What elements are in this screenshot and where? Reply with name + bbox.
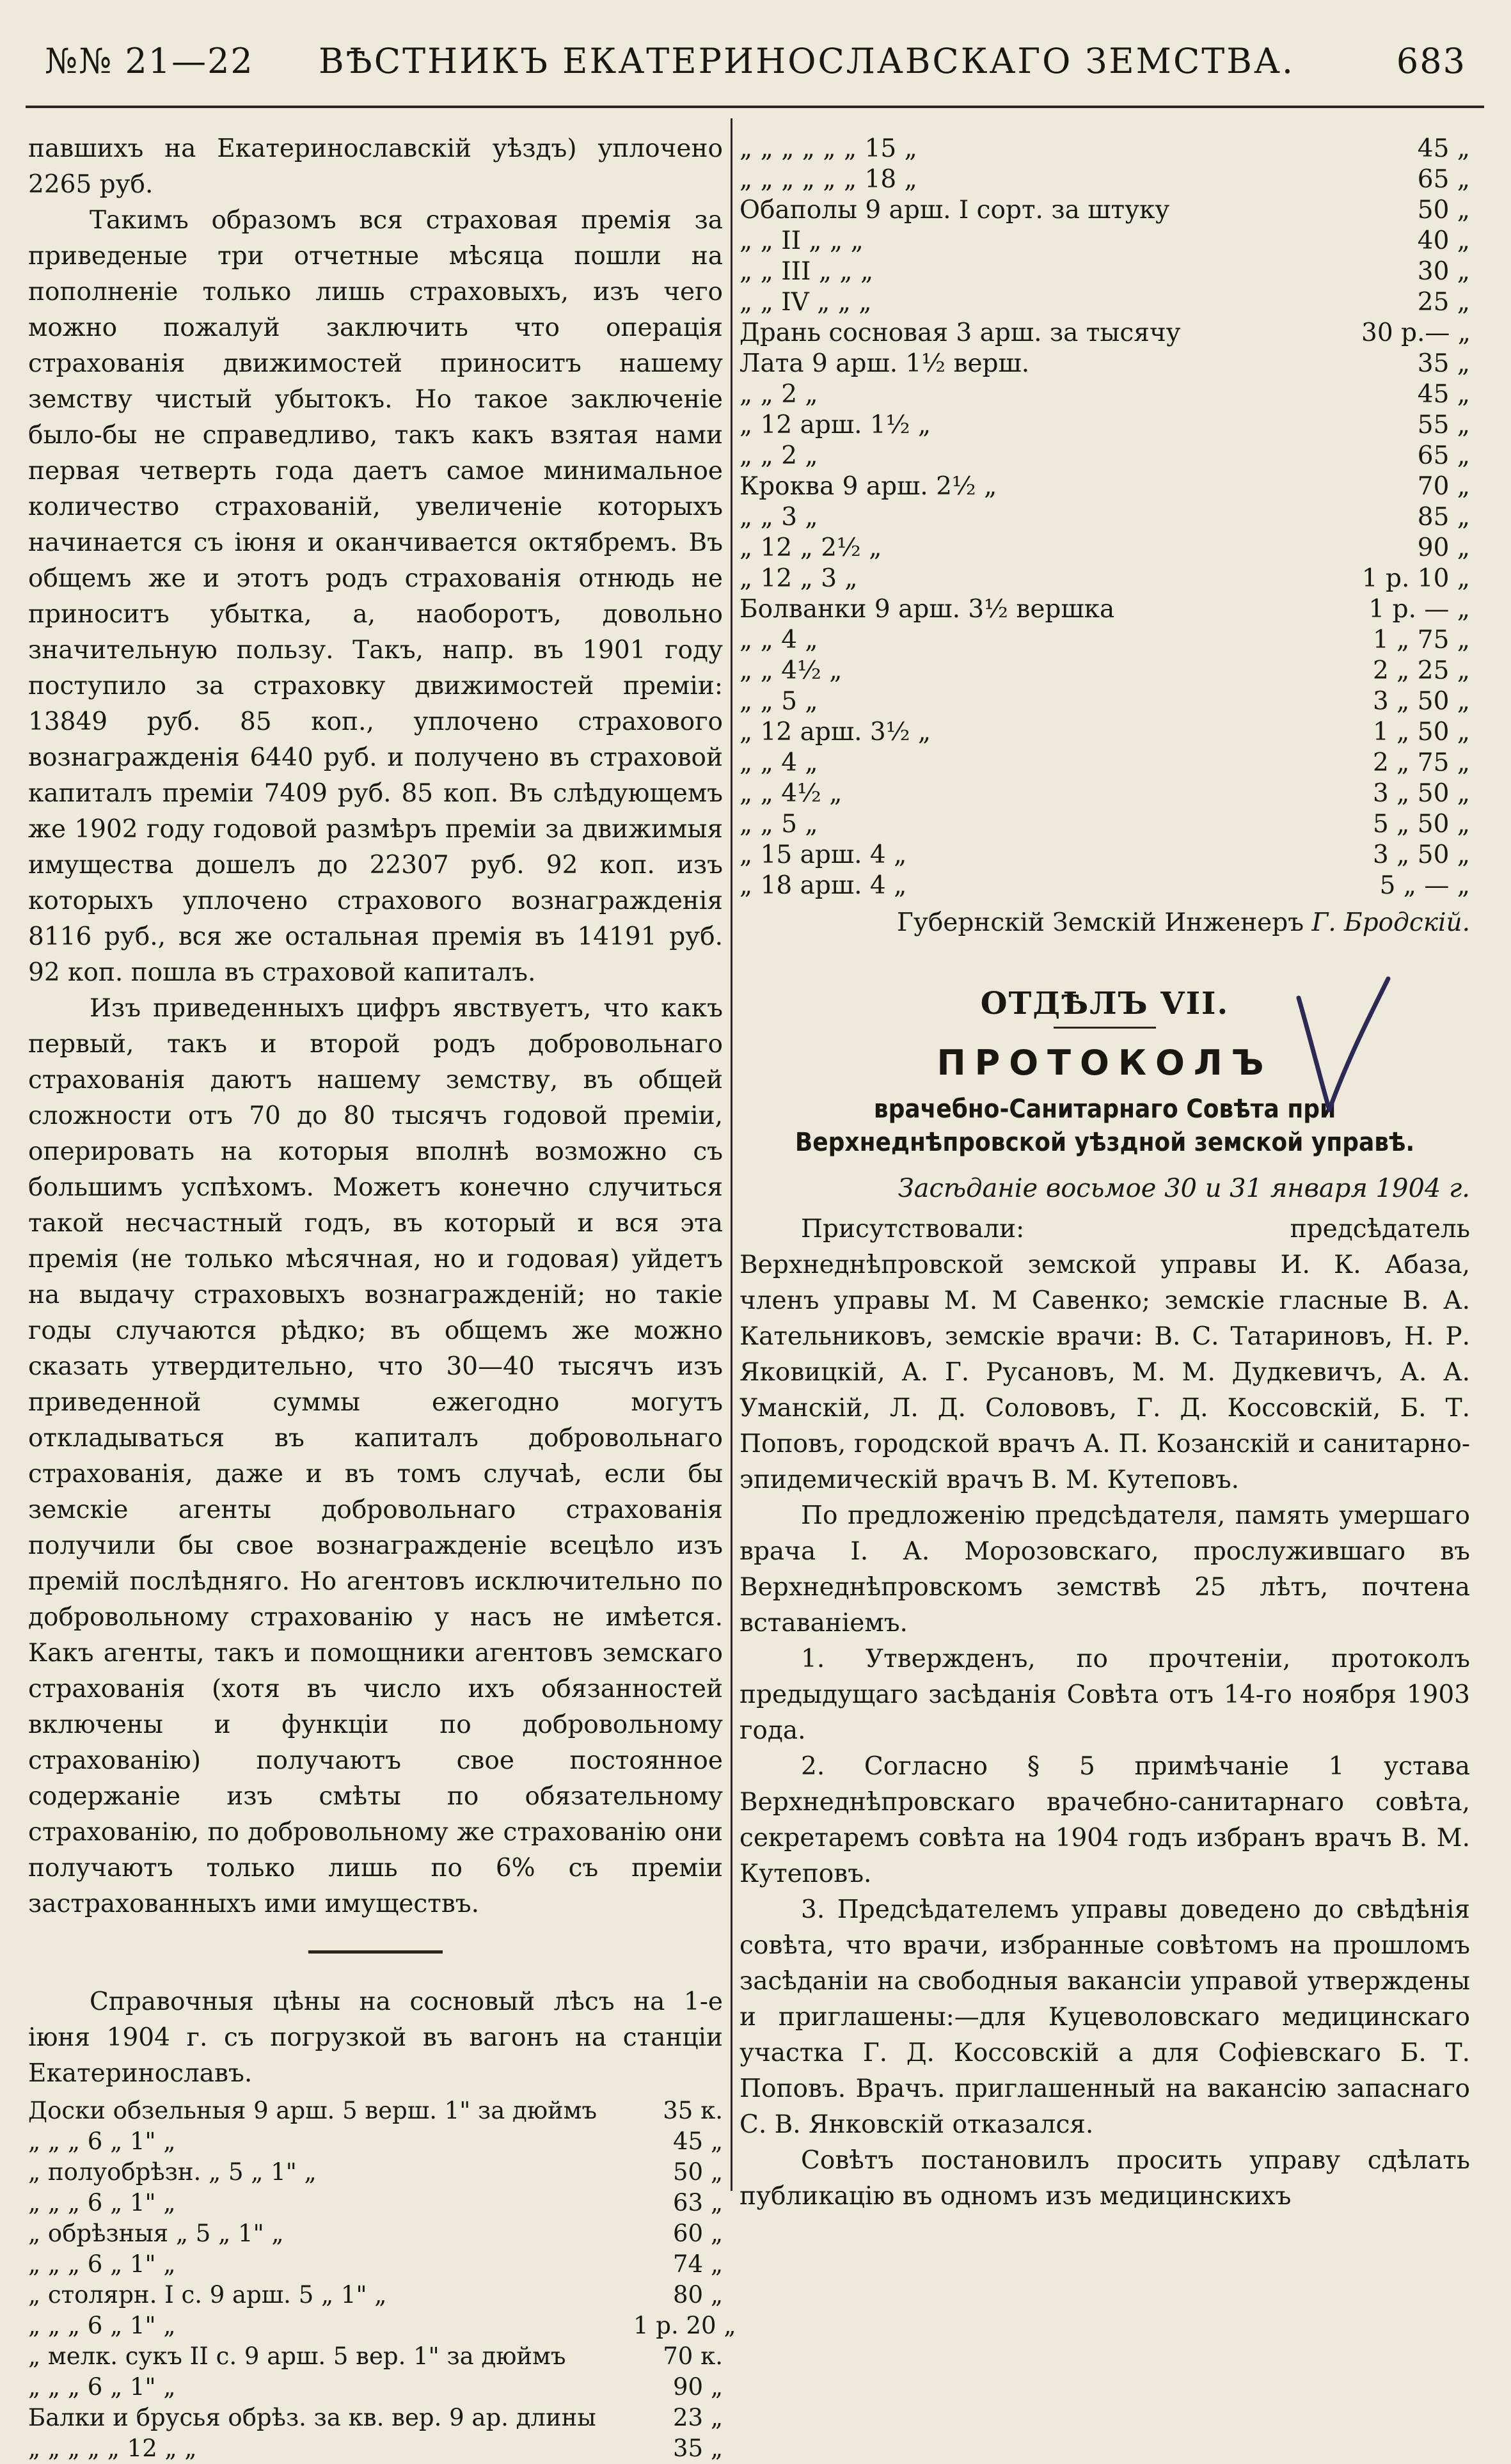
paragraph: По предложенію предсѣдателя, память умершаго врача I. А. Морозовскаго, прослужившаго въ Верхнеднѣпровскомъ земствѣ 25 лѣтъ, почтена вставаніемъ.: [740, 1501, 1470, 1638]
price-value: 65 „: [1417, 165, 1470, 194]
price-row: [740, 502, 1470, 533]
protocol-subtitle: врачебно-Санитарнаго Совѣта при Верхнеднѣпровской уѣздной земской управѣ.: [795, 1094, 1415, 1157]
price-row: [740, 441, 1470, 471]
price-value: 35 „: [1417, 349, 1470, 378]
price-row: [740, 257, 1470, 287]
price-item: „ полуобрѣзн. „ 5 „ 1" „: [28, 2158, 317, 2186]
price-item: „ „ „ „ „ „ 18 „: [740, 165, 917, 194]
price-row: [28, 2310, 736, 2341]
price-value: 45 „: [1417, 134, 1470, 163]
price-row: [740, 164, 1470, 195]
price-item: „ „ „ 6 „ 1" „: [28, 2373, 176, 2401]
price-row: [28, 2433, 723, 2464]
price-row: [740, 471, 1470, 502]
price-value: 50 „: [1417, 196, 1470, 225]
price-value: 23 „: [672, 2404, 723, 2431]
price-item: „ „ „ „ „ „ 15 „: [740, 134, 917, 163]
price-row: [28, 2249, 723, 2280]
price-value: 65 „: [1417, 441, 1470, 470]
price-row: [740, 410, 1470, 441]
price-row: [740, 656, 1470, 686]
price-value: 35 „: [672, 2435, 723, 2462]
paragraph: 1. Утвержденъ, по прочтеніи, протоколъ предыдущаго засѣданія Совѣта отъ 14-го ноября 1903 года.: [740, 1645, 1470, 1745]
section-divider: [308, 1950, 443, 1954]
header-rule: [26, 106, 1484, 108]
price-row: [740, 809, 1470, 840]
price-value: 60 „: [672, 2220, 723, 2247]
price-item: „ 12 „ 2½ „: [740, 533, 882, 562]
price-item: „ 15 арш. 4 „: [740, 841, 907, 869]
price-row: [28, 2157, 723, 2188]
price-value: 70 „: [1417, 472, 1470, 501]
price-row: [740, 840, 1470, 871]
section-title: ОТДѢЛЪ VII.: [980, 986, 1230, 1022]
handwritten-check-mark: [1292, 972, 1395, 1119]
price-item: Обаполы 9 арш. I сорт. за штуку: [740, 196, 1170, 225]
left-price-list: [28, 2096, 736, 2464]
price-item: Болванки 9 арш. 3½ вершка: [740, 595, 1115, 624]
price-item: „ „ IV „ „ „: [740, 288, 872, 317]
price-value: 30 р.— „: [1361, 319, 1471, 347]
price-value: 90 „: [672, 2373, 723, 2401]
paragraph: Присутствовали: предсѣдатель Верхнеднѣпровской земской управы И. К. Абаза, членъ управы М. М Савенко; земскіе гласные В. А. Кательниковъ, земскіе врачи: В. С. Татариновъ, Н. Р. Яковицкій, А. Г. Русановъ, М. М. Дудкевичъ, А. А. Уманскій, Л. Д. Солововъ, Г. Д. Коссовскій, Б. Т. Поповъ, городской врачъ А. П. Козанскій и санитарно-эпидемическій врачъ В. М. Кутеповъ.: [740, 1215, 1470, 1494]
price-row: [740, 134, 1470, 164]
price-row: [28, 2218, 723, 2249]
price-row: [740, 287, 1470, 318]
price-item: „ 12 „ 3 „: [740, 564, 858, 593]
price-item: „ „ „ 6 „ 1" „: [28, 2189, 176, 2216]
price-item: „ „ 3 „: [740, 503, 818, 532]
price-item: „ „ II „ „ „: [740, 226, 864, 255]
price-item: „ 12 арш. 3½ „: [740, 718, 931, 746]
price-value: 30 „: [1417, 257, 1470, 286]
price-value: 45 „: [672, 2128, 723, 2155]
session-date: Засѣданіе восьмое 30 и 31 января 1904 г.: [898, 1174, 1470, 1203]
price-row: [28, 2280, 723, 2310]
price-value: 55 „: [1417, 411, 1470, 439]
signature-name: Г. Бродскій.: [1311, 908, 1470, 937]
price-item: „ 18 арш. 4 „: [740, 871, 907, 900]
price-item: Балки и брусья обрѣз. за кв. вер. 9 ар. длины: [28, 2404, 596, 2431]
price-item: „ „ 4 „: [740, 748, 818, 777]
paragraph: 2. Согласно § 5 примѣчаніе 1 устава Верхнеднѣпровскаго врачебно-санитарнаго совѣта, секретаремъ совѣта на 1904 годъ избранъ врачъ В. М. Кутеповъ.: [740, 1752, 1470, 1888]
price-value: 1 „ 75 „: [1372, 626, 1470, 654]
price-row: [28, 2341, 723, 2372]
price-value: 3 „ 50 „: [1372, 841, 1470, 869]
price-value: 3 „ 50 „: [1372, 687, 1470, 716]
paragraph: Такимъ образомъ вся страховая премія за приведеные три отчетные мѣсяца пошли на пополненіе только лишь страховыхъ, изъ чего можно пожалуй заключить что операція страхованія движимостей приноситъ нашему земству чистый убытокъ. Но такое заключеніе было-бы не справедливо, такъ какъ взятая нами первая четверть года даетъ самое минимальное количество страхованій, увеличеніе которыхъ начинается съ іюня и оканчивается октябремъ. Въ общемъ же и этотъ родъ страхованія отнюдь не приноситъ убытка, а, наоборотъ, довольно значительную пользу. Такъ, напр. въ 1901 году поступило за страховку движимостей преміи: 13849 руб. 85 коп., уплочено страхового вознагражденія 6440 руб. и получено въ страховой капиталъ преміи 7409 руб. 85 коп. Въ слѣдующемъ же 1902 году годовой размѣръ преміи за движимыя имущества дошелъ до 22307 руб. 92 коп. изъ которыхъ уплочено страхового вознагражденія 8116 руб., вся же остальная премія въ 14191 руб. 92 коп. пошла въ страховой капиталъ.: [28, 206, 723, 987]
price-value: 2 „ 25 „: [1372, 656, 1470, 685]
price-row: [740, 717, 1470, 748]
price-intro: Справочныя цѣны на сосновый лѣсъ на 1-е іюня 1904 г. съ погрузкой въ вагонъ на станціи Екатеринославъ.: [28, 1987, 723, 2088]
price-value: 1 р. 10 „: [1361, 564, 1470, 593]
price-row: [28, 2372, 723, 2403]
left-column: [28, 131, 736, 2464]
protocol-title: ПРОТОКОЛЪ: [937, 1043, 1273, 1083]
issue-number: №№ 21—22: [45, 40, 254, 81]
price-value: 80 „: [672, 2281, 723, 2309]
price-item: „ „ 2 „: [740, 441, 818, 470]
price-item: „ „ „ 6 „ 1" „: [28, 2128, 176, 2155]
price-item: „ „ 5 „: [740, 687, 818, 716]
price-value: 5 „ 50 „: [1372, 810, 1470, 839]
price-item: Доски обзельныя 9 арш. 5 верш. 1" за дюймъ: [28, 2097, 597, 2124]
price-item: „ „ III „ „ „: [740, 257, 874, 286]
price-row: [740, 625, 1470, 656]
price-row: [28, 2096, 723, 2126]
price-item: „ „ „ „ „ 12 „ „: [28, 2435, 197, 2462]
price-row: [28, 2403, 723, 2433]
price-row: [740, 871, 1470, 901]
section-rule: [1054, 1027, 1156, 1029]
price-item: „ „ „ 6 „ 1" „: [28, 2250, 176, 2278]
price-value: 1 р. 20 „: [633, 2312, 736, 2339]
price-row: [740, 379, 1470, 410]
price-row: [740, 533, 1470, 564]
price-value: 45 „: [1417, 380, 1470, 409]
price-row: [740, 686, 1470, 717]
price-row: [28, 2188, 723, 2218]
price-item: „ „ 5 „: [740, 810, 818, 839]
price-value: 74 „: [672, 2250, 723, 2278]
price-value: 2 „ 75 „: [1372, 748, 1470, 777]
price-row: [740, 349, 1470, 379]
price-item: „ „ 2 „: [740, 380, 818, 409]
price-row: [740, 594, 1470, 625]
price-item: Дрань сосновая 3 арш. за тысячу: [740, 319, 1181, 347]
price-item: „ „ „ 6 „ 1" „: [28, 2312, 176, 2339]
price-row: [740, 564, 1470, 594]
price-item: „ обрѣзныя „ 5 „ 1" „: [28, 2220, 284, 2247]
price-value: 1 „ 50 „: [1372, 718, 1470, 746]
price-value: 3 „ 50 „: [1372, 779, 1470, 808]
paragraph: 3. Предсѣдателемъ управы доведено до свѣдѣнія совѣта, что врачи, избранные совѣтомъ на прошломъ засѣданіи на свободныя вакансіи управой утверждены и приглашены:—для Куцеволовскаго медицинскаго участка Г. Д. Коссовскій а для Софіевскаго Б. Т. Поповъ. Врачъ. приглашенный на вакансію запаснаго С. В. Янковскій отказался.: [740, 1895, 1470, 2139]
price-value: 63 „: [672, 2189, 723, 2216]
right-price-list: [740, 134, 1470, 901]
price-value: 70 к.: [663, 2342, 723, 2370]
price-item: „ 12 арш. 1½ „: [740, 411, 931, 439]
signature-role: Губернскій Земскій Инженеръ: [897, 908, 1304, 937]
price-item: „ „ 4 „: [740, 626, 818, 654]
price-value: 35 к.: [663, 2097, 723, 2124]
price-value: 50 „: [672, 2158, 723, 2186]
page-header: [45, 35, 1466, 86]
paragraph-continuation: павшихъ на Екатеринославскій уѣздъ) уплочено 2265 руб.: [28, 134, 723, 199]
price-item: „ „ 4½ „: [740, 779, 843, 808]
price-item: Кроква 9 арш. 2½ „: [740, 472, 997, 501]
price-value: 85 „: [1417, 503, 1470, 532]
price-row: [740, 195, 1470, 226]
paragraph: Совѣтъ постановилъ просить управу сдѣлать публикацію въ одномъ изъ медицинскихъ: [740, 2146, 1470, 2211]
price-item: Лата 9 арш. 1½ верш.: [740, 349, 1030, 378]
price-row: [740, 748, 1470, 778]
price-value: 1 р. — „: [1368, 595, 1470, 624]
price-item: „ столярн. I с. 9 арш. 5 „ 1" „: [28, 2281, 387, 2309]
engineer-signature: [740, 905, 1470, 941]
column-divider: [731, 118, 732, 2191]
paragraph: Изъ приведенныхъ цифръ явствуетъ, что какъ первый, такъ и второй родъ добровольнаго страхованія даютъ нашему земству, въ общей сложности отъ 70 до 80 тысячъ годовой преміи, оперировать на которыя вполнѣ возможно съ большимъ успѣхомъ. Можетъ конечно случиться такой несчастный годъ, въ который и вся эта премія (не только мѣсячная, но и годовая) уйдетъ на выдачу страховыхъ вознагражденій; но такіе годы случаются рѣдко; въ общемъ же можно сказать утвердительно, что 30—40 тысячъ изъ приведенной суммы ежегодно могутъ откладываться въ капиталъ добровольнаго страхованія, даже и въ томъ случаѣ, если бы земскіе агенты добровольнаго страхованія получили бы свое вознагражденіе всецѣло изъ премій послѣдняго. Но агентовъ исключительно по добровольному страхованію у насъ не имѣется. Какъ агенты, такъ и помощники агентовъ земскаго страхованія (хотя въ число ихъ обязанностей включены и функціи по добровольному страхованію) получаютъ свое постоянное содержаніе изъ смѣты по обязательному страхованію, по добровольному же страхованію они получаютъ только лишь по 6% съ преміи застрахованныхъ ими имуществъ.: [28, 994, 723, 1918]
price-value: 40 „: [1417, 226, 1470, 255]
journal-title: ВѢСТНИКЪ ЕКАТЕРИНОСЛАВСКАГО ЗЕМСТВА.: [318, 40, 1295, 81]
price-row: [28, 2126, 723, 2157]
price-value: 90 „: [1417, 533, 1470, 562]
page-number: 683: [1396, 40, 1466, 81]
price-item: „ „ 4½ „: [740, 656, 843, 685]
price-item: „ мелк. сукъ II с. 9 арш. 5 вер. 1" за дюймъ: [28, 2342, 566, 2370]
price-row: [740, 226, 1470, 257]
right-column: [740, 131, 1470, 2215]
price-row: [740, 778, 1470, 809]
price-value: 5 „ — „: [1379, 871, 1470, 900]
price-row: [740, 318, 1470, 349]
price-value: 25 „: [1417, 288, 1470, 317]
